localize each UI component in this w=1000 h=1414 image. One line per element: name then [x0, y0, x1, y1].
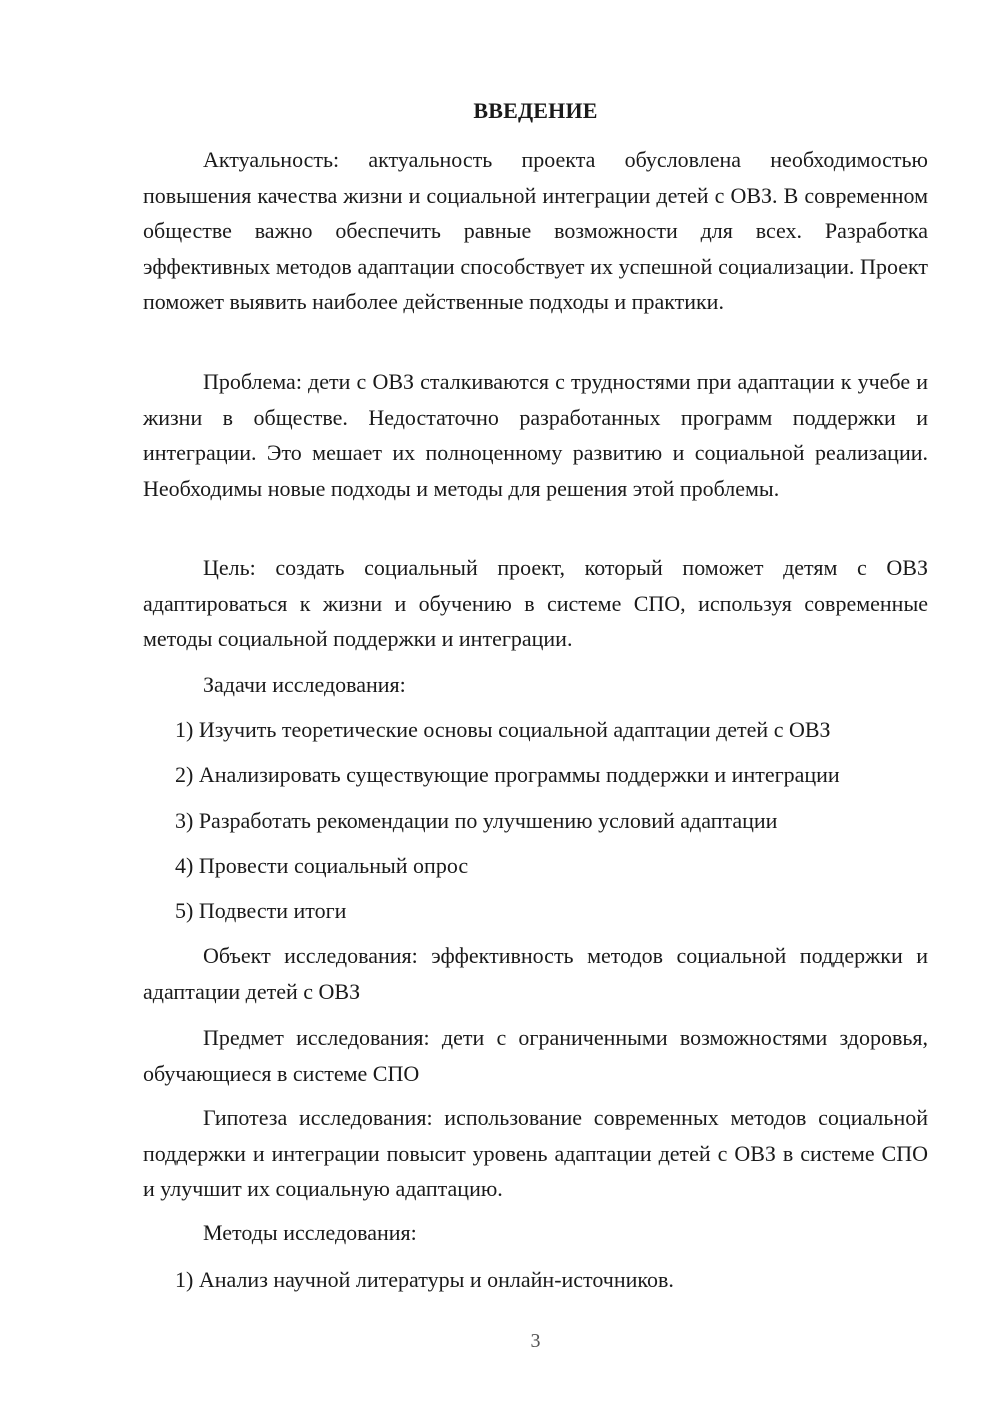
task-item: 3) Разработать рекомендации по улучшению условий адаптации — [175, 808, 778, 833]
page-title: ВВЕДЕНИЕ — [473, 98, 598, 123]
relevance-paragraph: Актуальность: актуальность проекта обусловлена необходимостью повышения качества жизни и социальной интеграции детей с ОВЗ. В современном обществе важно обеспечить равные возможности для всех. Разработка эффективных методов адаптации способствует их успешной социализации. Проект поможет выявить наиболее действенные подходы и практики. — [143, 147, 928, 314]
hypothesis-paragraph: Гипотеза исследования: использование современных методов социальной поддержки и интеграции повысит уровень адаптации детей с ОВЗ в системе СПО и улучшит их социальную адаптацию. — [143, 1105, 928, 1201]
object-paragraph: Объект исследования: эффективность методов социальной поддержки и адаптации детей с ОВЗ — [143, 943, 928, 1004]
problem-paragraph: Проблема: дети с ОВЗ сталкиваются с трудностями при адаптации к учебе и жизни в обществе. Недостаточно разработанных программ поддержки и интеграции. Это мешает их полноценному развитию и социальной реализации. Необходимы новые подходы и методы для решения этой проблемы. — [143, 369, 928, 501]
page-number: 3 — [530, 1330, 541, 1352]
task-item: 1) Изучить теоретические основы социальной адаптации детей с ОВЗ — [175, 717, 831, 742]
methods-heading: Методы исследования: — [203, 1220, 417, 1245]
method-item: 1) Анализ научной литературы и онлайн-источников. — [175, 1267, 674, 1292]
task-item: 5) Подвести итоги — [175, 898, 347, 923]
subject-paragraph: Предмет исследования: дети с ограниченными возможностями здоровья, обучающиеся в системе СПО — [143, 1025, 928, 1086]
task-item: 4) Провести социальный опрос — [175, 853, 469, 878]
task-item: 2) Анализировать существующие программы поддержки и интеграции — [175, 762, 840, 787]
document-page — [143, 0, 928, 1414]
tasks-heading: Задачи исследования: — [203, 672, 406, 697]
goal-paragraph: Цель: создать социальный проект, который поможет детям с ОВЗ адаптироваться к жизни и обучению в системе СПО, используя современные методы социальной поддержки и интеграции. — [143, 555, 928, 651]
